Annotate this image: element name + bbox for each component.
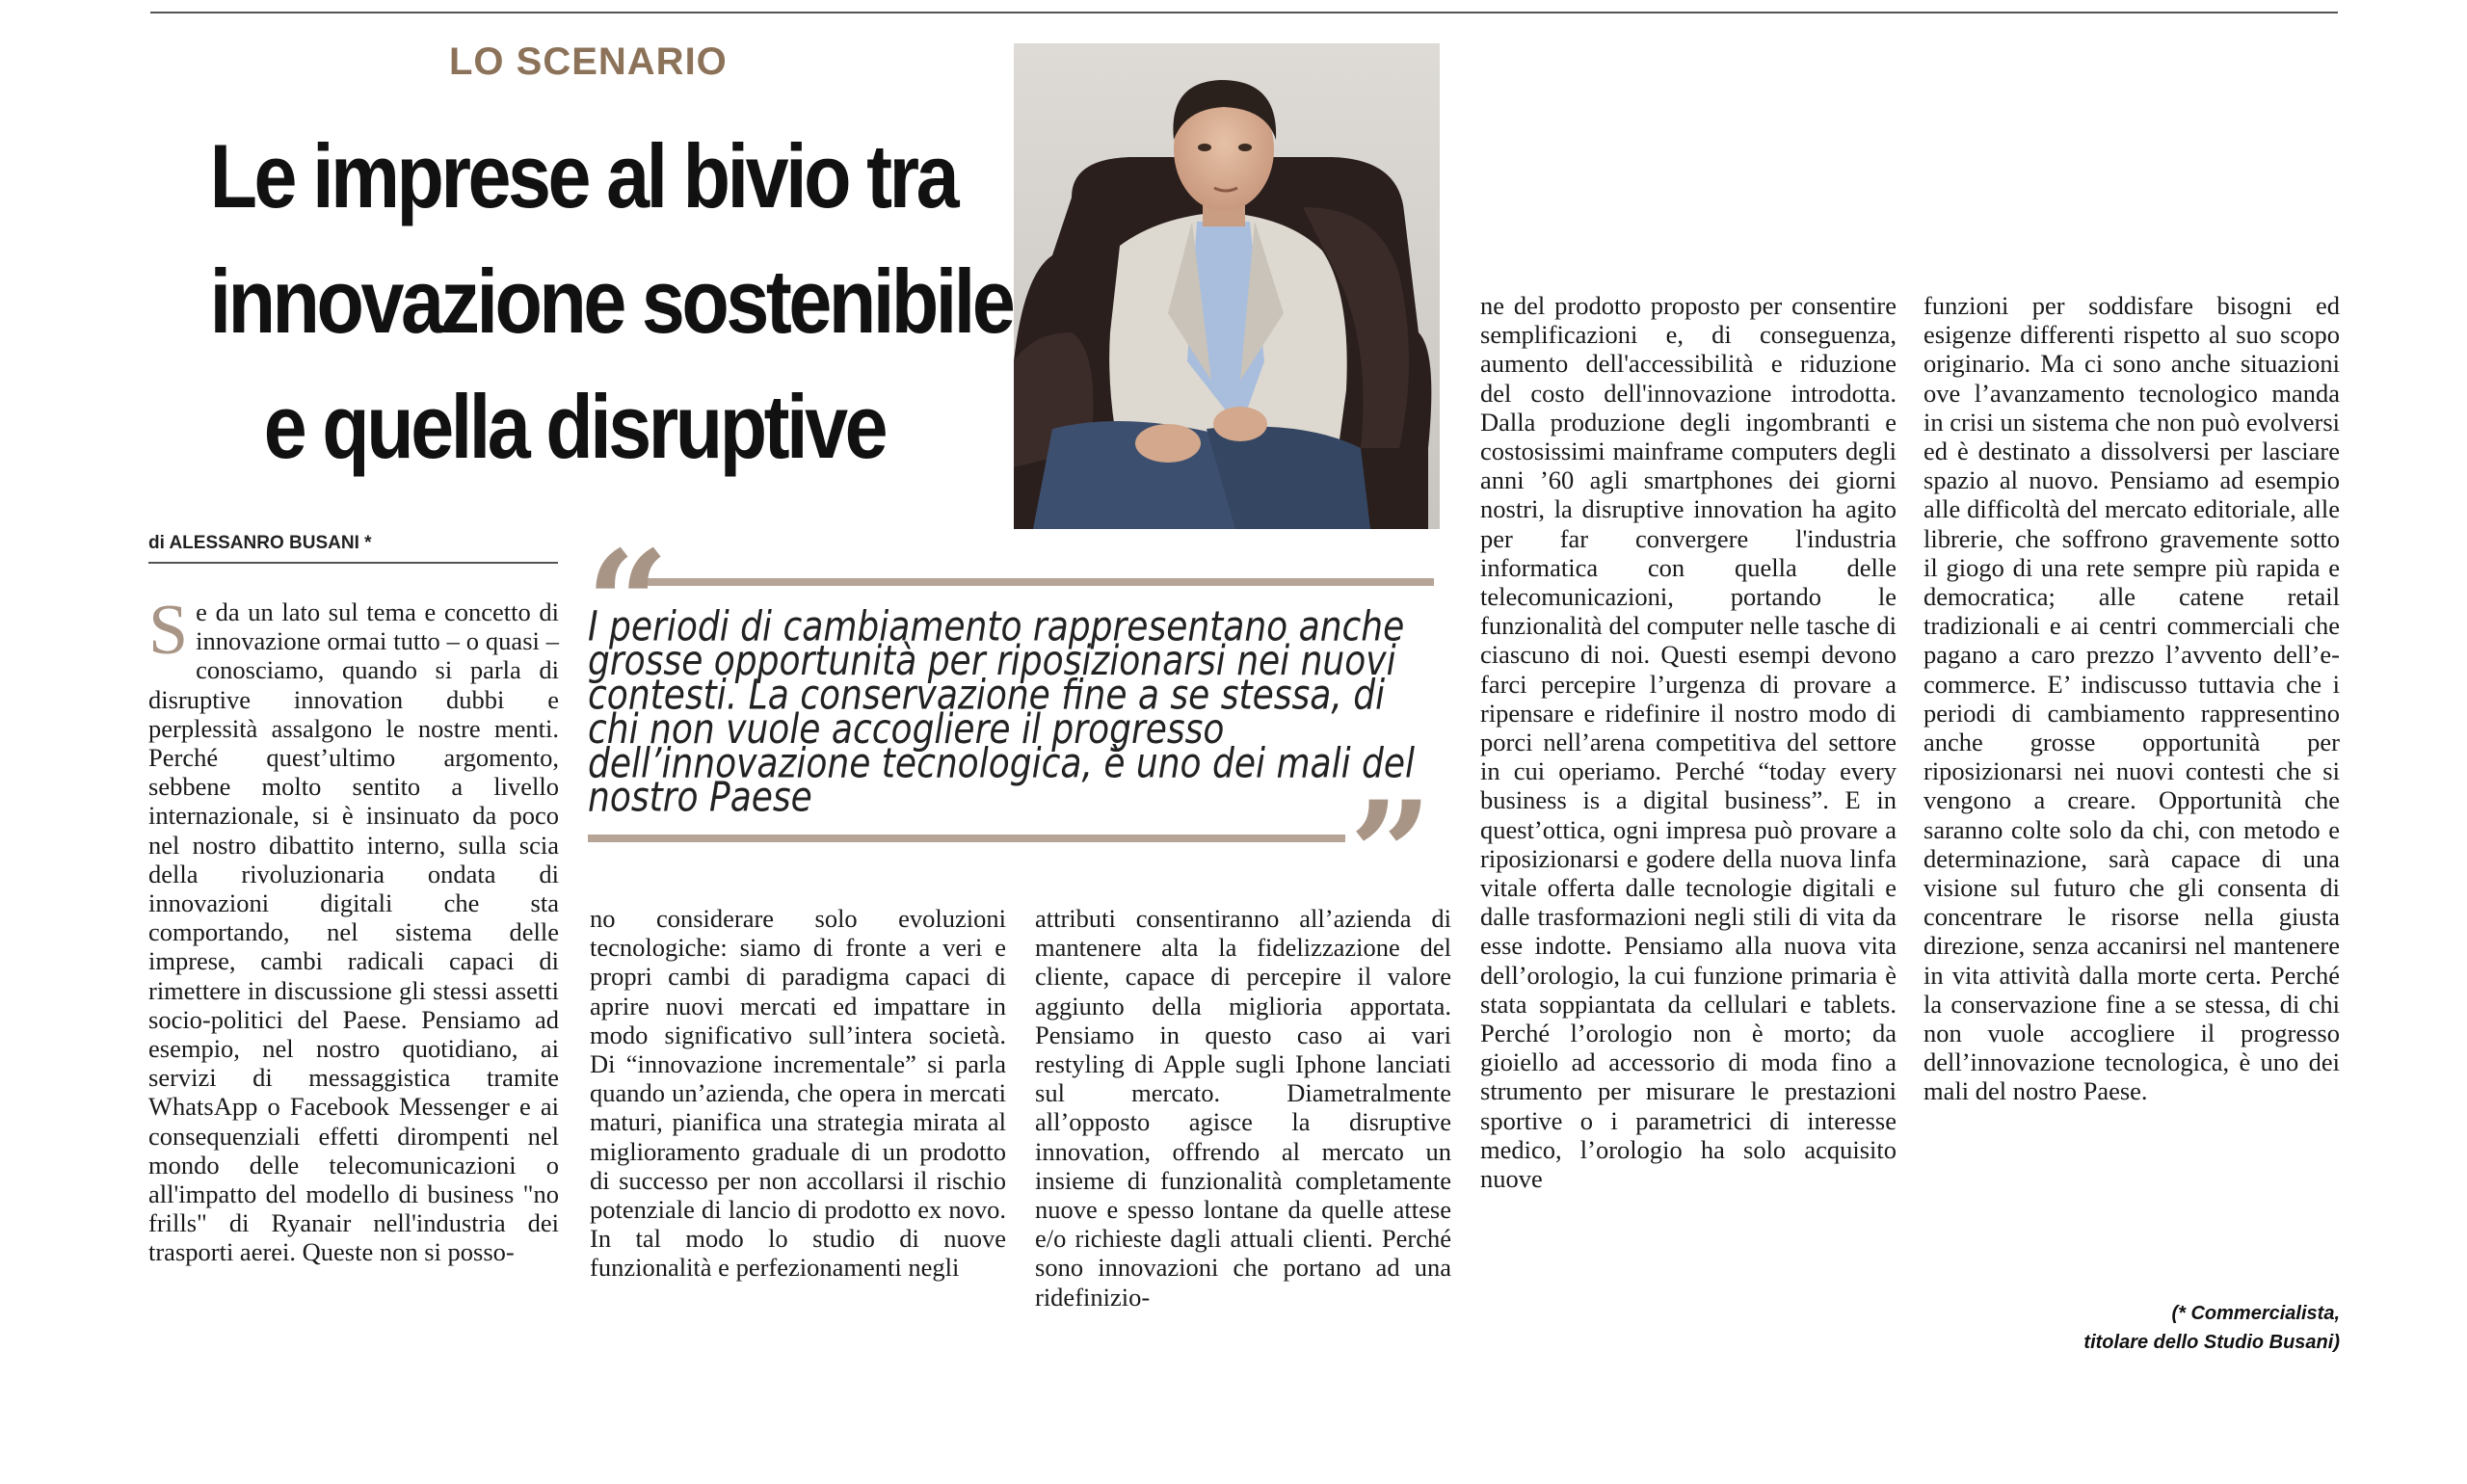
article-column-4-text: ne del prodotto proposto per consentire semplificazioni e, di conseguenza, aumento dell'accessibilità e riduzione del costo dell'innovazione introdotta. Dalla produzione degli ingombranti e costosissimi mainframe computers degli anni ’60 agli smartphones dei giorni nostri, la disruptive innovation ha agito per far convergere l'industria informatica con quella delle telecomunicazioni, portando le funzionalità del computer nelle tasche di ciascuno di noi. Questi esempi devono farci percepire l’urgenza di provare a ripensare e ridefinire il nostro modo di porci nell’arena competitiva del settore in cui operiamo. Perché “today every business is a digital business”. E in quest’ottica, ogni impresa può provare a riposizionarsi e godere della nuova linfa vitale offerta dalle tecnologie digitali e dalle trasformazioni negli stili di vita da esse indotte. Pensiamo alla nuova vita dell’orologio, la cui funzione primaria è stata soppiantata da cellulari e tablets. Perché l’orologio non è morto; da gioiello ad accessorio di moda fino a strumento per misurare le prestazioni sportive o i parametrici di interesse medico, l’orologio ha solo acquisito nuove — [1480, 291, 1897, 1194]
top-rule — [150, 12, 2338, 13]
headline-line-1: Le imprese al bivio tra — [209, 125, 957, 226]
author-note-line-1: (* Commercialista, — [2171, 1303, 2340, 1324]
pull-quote-top-rule — [636, 578, 1434, 586]
drop-cap: S — [148, 591, 189, 670]
pull-quote — [588, 603, 1436, 822]
article-column-1-text: e da un lato sul tema e concetto di innovazione ormai tutto – o quasi – conosciamo, quando si parla di disruptive innovation dubbi e perplessità assalgono le nostre menti. Perché quest’ultimo argomento, sebbene molto sentito a livello internazionale, si è insinuato da poco nel nostro dibattito interno, sulla scia della rivoluzionaria ondata di innovazioni digitali che sta comportando, nel sistema delle imprese, cambi radicali capaci di rimettere in discussione gli stessi assetti socio-politici del Paese. Pensiamo ad esempio, nel nostro quotidiano, ai servizi di messaggistica tramite WhatsApp o Facebook Messenger e ai consequenziali effetti dirompenti nel mondo delle telecomunicazioni o all'impatto del modello di business "no frills" di Ryanair nell'industria dei trasporti aerei. Queste non si posso- — [148, 597, 559, 1267]
article-column-1 — [148, 591, 559, 1267]
article-column-2 — [590, 904, 1006, 1283]
headline — [209, 114, 1013, 490]
pull-quote-text: I periodi di cambiamento rappresentano anche grosse opportunità per riposizionarsi nei nuovi contesti. La conservazione fine a se stessa, di chi non vuole accogliere il progresso dell’innovazione tecnologica, è uno dei mali del nostro Paese — [588, 603, 1416, 822]
article-column-5 — [1923, 291, 2340, 1106]
section-kicker: LO SCENARIO — [449, 40, 728, 83]
headline-line-3: e quella disruptive — [263, 376, 886, 477]
article-column-3 — [1035, 904, 1451, 1312]
article-column-5-text: funzioni per soddisfare bisogni ed esigenze differenti rispetto al suo scopo originario. Ma ci sono anche situazioni ove l’avanzamento tecnologico manda in crisi un sistema che non può evolversi ed è destinato a dissolversi per lasciare spazio al nuovo. Pensiamo ad esempio alle difficoltà del mercato editoriale, alle librerie, che soffrono gravemente sotto il giogo di una rete sempre più rapida e democratica; alle catene retail tradizionali e ai centri commerciali che pagano a caro prezzo l’avvento dell’e-commerce. E’ indiscusso tuttavia che i periodi di cambiamento rappresentino anche grosse opportunità per riposizionarsi nei nuovi contesti che si vengono a creare. Opportunità che saranno colte solo da chi, con metodo e determinazione, sarà capace di una visione sul futuro che gli consenta di concentrare le risorse nella giusta direzione, senza accanirsi nel mantenere in vita attività dalla morte certa. Perché la conservazione fine a se stessa, di chi non vuole accogliere il progresso dell’innovazione tecnologica, è uno dei mali del nostro Paese. — [1923, 291, 2341, 1106]
article-column-2-text: no considerare solo evoluzioni tecnologiche: siamo di fronte a veri e propri cambi di paradigma capaci di aprire nuovi mercati ed impattare in modo significativo sull’intera società. Di “innovazione incrementale” si parla quando un’azienda, che opera in mercati maturi, pianifica una strategia mirata al miglioramento graduale di un prodotto di successo per non accollarsi il rischio potenziale di lancio di prodotto ex novo. In tal modo lo studio di nuove funzionalità e perfezionamenti negli — [590, 904, 1006, 1283]
author-note — [2024, 1299, 2340, 1357]
article-column-3-text: attributi consentiranno all’azienda di mantenere alta la fidelizzazione del cliente, capace di percepire il valore aggiunto della miglioria apportata. Pensiamo in questo caso ai vari restyling di Apple sugli Iphone lanciati sul mercato. Diametralmente all’opposto agisce la disruptive innovation, offrendo al mercato un insieme di funzionalità completamente nuove e spesso lontane da quelle attese e/o richieste dagli attuali clienti. Perché sono innovazioni che portano ad una ridefinizio- — [1035, 904, 1451, 1312]
author-photo — [1014, 43, 1440, 529]
byline: di ALESSANRO BUSANI * — [148, 533, 558, 564]
open-quote-icon: “ — [586, 519, 670, 689]
article-column-4 — [1480, 291, 1897, 1193]
close-quote-icon: ” — [1349, 770, 1433, 940]
author-photo-illustration — [1014, 43, 1440, 529]
author-note-line-2: titolare dello Studio Busani) — [2083, 1332, 2340, 1353]
headline-line-2: innovazione sostenibile — [209, 251, 1013, 352]
pull-quote-bottom-rule — [588, 835, 1345, 842]
